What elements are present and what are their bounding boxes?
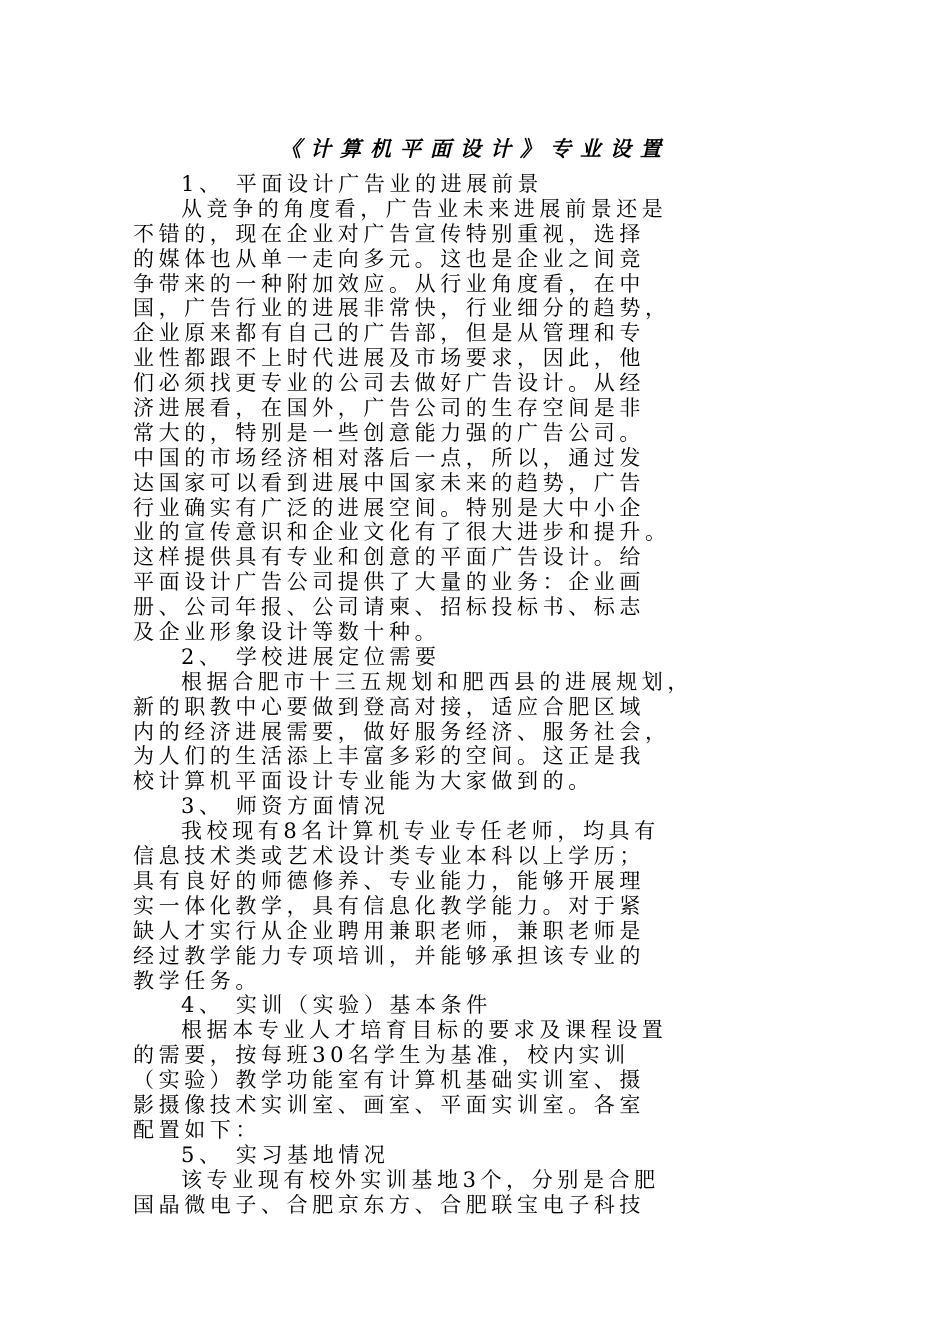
- paragraph-line-first: 我校现有8名计算机专业专任老师，均具有: [181, 819, 660, 844]
- paragraph-line: 缺人才实行从企业聘用兼职老师，兼职老师是: [133, 918, 645, 943]
- paragraph-line: 业性都跟不上时代进展及市场要求，因此，他: [133, 346, 645, 371]
- paragraph-line: 及企业形象设计等数十种。: [133, 620, 441, 645]
- paragraph-line: 影摄像技术实训室、画室、平面实训室。各室: [133, 1092, 645, 1117]
- paragraph-line: 的需要，按每班30名学生为基准，校内实训: [133, 1043, 630, 1068]
- document-title: 《计算机平面设计》专业设置: [280, 136, 670, 161]
- paragraph-line: （实验）教学功能室有计算机基础实训室、摄: [133, 1068, 645, 1093]
- paragraph-line: 业的宣传意识和企业文化有了很大进步和提升。: [133, 520, 671, 545]
- paragraph-line-first: 根据合肥市十三五规划和肥西县的进展规划，: [181, 669, 693, 694]
- paragraph-line: 国晶微电子、合肥京东方、合肥联宝电子科技: [133, 1192, 645, 1217]
- document-body: [133, 172, 693, 1217]
- paragraph-line: 校计算机平面设计专业能为大家做到的。: [133, 769, 594, 794]
- paragraph-line-first: 2、 学校进展定位需要: [181, 644, 441, 669]
- paragraph-line-first: 5、 实习基地情况: [181, 1142, 390, 1167]
- paragraph-line: 实一体化教学，具有信息化教学能力。对于紧: [133, 893, 645, 918]
- paragraph-line-first: 该专业现有校外实训基地3个，分别是合肥: [181, 1167, 660, 1192]
- paragraph-line: 具有良好的师德修养、专业能力，能够开展理: [133, 868, 645, 893]
- paragraph-line: 争带来的一种附加效应。从行业角度看，在中: [133, 271, 645, 296]
- paragraph-line: 的媒体也从单一走向多元。这也是企业之间竞: [133, 246, 645, 271]
- paragraph-line-first: 3、 师资方面情况: [181, 794, 390, 819]
- paragraph-line: 国，广告行业的进展非常快，行业细分的趋势，: [133, 296, 671, 321]
- paragraph-line: 企业原来都有自己的广告部，但是从管理和专: [133, 321, 645, 346]
- paragraph-line-first: 4、 实训（实验）基本条件: [181, 993, 492, 1018]
- paragraph-line: 内的经济进展需要，做好服务经济、服务社会，: [133, 719, 671, 744]
- paragraph-line: 济进展看，在国外，广告公司的生存空间是非: [133, 396, 645, 421]
- paragraph-line: 这样提供具有专业和创意的平面广告设计。给: [133, 545, 645, 570]
- paragraph-line: 平面设计广告公司提供了大量的业务：企业画: [133, 570, 645, 595]
- paragraph-line-first: 从竞争的角度看，广告业未来进展前景还是: [181, 196, 668, 221]
- paragraph-line: 中国的市场经济相对落后一点，所以，通过发: [133, 445, 645, 470]
- paragraph-line-first: 根据本专业人才培育目标的要求及课程设置: [181, 1018, 668, 1043]
- paragraph-line: 达国家可以看到进展中国家未来的趋势，广告: [133, 470, 645, 495]
- paragraph-line: 册、公司年报、公司请柬、招标投标书、标志: [133, 595, 645, 620]
- paragraph-line: 行业确实有广泛的进展空间。特别是大中小企: [133, 495, 645, 520]
- paragraph-line: 们必须找更专业的公司去做好广告设计。从经: [133, 371, 645, 396]
- paragraph-line: 经过教学能力专项培训，并能够承担该专业的: [133, 943, 645, 968]
- paragraph-line: 常大的，特别是一些创意能力强的广告公司。: [133, 420, 645, 445]
- paragraph-line: 配置如下：: [133, 1117, 261, 1142]
- paragraph-line: 教学任务。: [133, 968, 261, 993]
- paragraph-line: 为人们的生活添上丰富多彩的空间。这正是我: [133, 744, 645, 769]
- paragraph-line: 信息技术类或艺术设计类专业本科以上学历；: [133, 844, 645, 869]
- paragraph-line-first: 1、 平面设计广告业的进展前景: [181, 172, 544, 196]
- paragraph-line: 不错的，现在企业对广告宣传特别重视，选择: [133, 221, 645, 246]
- paragraph-line: 新的职教中心要做到登高对接，适应合肥区域: [133, 694, 645, 719]
